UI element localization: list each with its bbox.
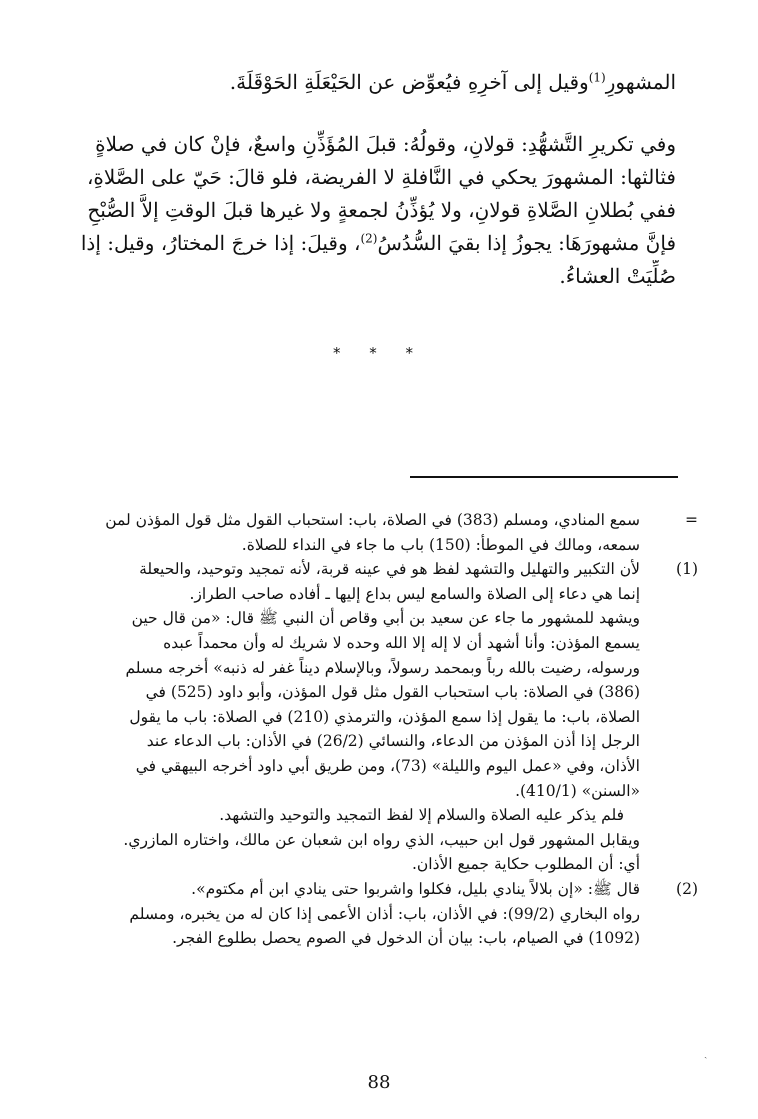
footnote-line: رواه البخاري (99/2): في الأذان، باب: أذان الأعمى إذا كان له من يخبره، ومسلم [129, 904, 640, 923]
footnote-continued-marker: = [685, 511, 698, 529]
footnote-ref-2[interactable]: (2) [360, 231, 378, 246]
footnote-line: «السنن» (410/1). [515, 781, 640, 800]
page-number: 88 [367, 1072, 391, 1093]
footnotes [58, 508, 698, 951]
main-line: صُلِّيَتْ العشاءُ. [559, 264, 676, 288]
footnote-line: سمع المنادي، ومسلم (383) في الصلاة، باب: استحباب القول مثل قول المؤذن لمن [105, 511, 640, 529]
footnote-1 [58, 557, 698, 877]
section-separator: * * * [332, 344, 426, 362]
footnote-line: لأن التكبير والتهليل والتشهد لفظ هو في عينه قربة، لأنه تمجيد وتوحيد، والحيعلة [139, 560, 640, 579]
footnote-line: الأذان، وفي «عمل اليوم والليلة» (73)، ومن طريق أبي داود أخرجه البيهقي في [135, 756, 640, 775]
footnote-line: ويقابل المشهور قول ابن حبيب، الذي رواه ابن شعبان عن مالك، واختاره المازري. [123, 830, 640, 849]
main-text: ، وقيلَ: إذا خرجَ المختارُ، وقيل: إذا [80, 231, 361, 255]
footnote-line: ورسوله، رضيت بالله رباً وبمحمد رسولاً، وبالإسلام ديناً غفر له ذنبه» أخرجه مسلم [125, 658, 640, 677]
footnote-divider [410, 476, 678, 478]
main-text-paragraph-1 [76, 66, 676, 99]
footnote-line: الرجل إذا أذن المؤذن من الدعاء، والنسائي (26/2) في الأذان: باب الدعاء عند [146, 732, 640, 751]
footnote-continued [58, 508, 698, 557]
main-text: فإنَّ مشهورَهَا: يجوزُ إذا بقيَ السُّدُسُ [377, 231, 676, 255]
main-line: ففي بُطلانِ الصَّلاةِ قولانِ، ولا يُؤذِّنُ لجمعةٍ ولا غيرها قبلَ الوقتِ إلاَّ الصُّبْحِ [87, 198, 676, 222]
footnote-2-marker[interactable]: (2) [676, 879, 698, 898]
footnote-2 [58, 877, 698, 951]
main-line [76, 66, 676, 99]
footnote-line: ويشهد للمشهور ما جاء عن سعيد بن أبي وقاص أن النبي ﷺ قال: «من قال حين [131, 609, 640, 628]
footnote-line: أي: أن المطلوب حكاية جميع الأذان. [411, 855, 640, 874]
footnote-line: فلم يذكر عليه الصلاة والسلام إلا لفظ التمجيد والتوحيد والتشهد. [219, 806, 624, 825]
scan-mark: ˏ [704, 1048, 708, 1059]
main-line: فثالثها: المشهورَ يحكي في النَّافلةِ لا الفريضة، فلو قالَ: حَيّ على الصَّلاةِ، [86, 165, 676, 189]
main-text-paragraph-2 [76, 128, 676, 293]
footnote-line: الصلاة، باب: ما يقول إذا سمع المؤذن، والترمذي (210) في الصلاة: باب ما يقول [129, 707, 640, 726]
footnote-1-marker[interactable]: (1) [676, 560, 698, 579]
main-line: وفي تكريرِ التَّشهُّدِ: قولانِ، وقولُهُ: قبلَ المُؤَذِّنِ واسعٌ، فإنْ كان في صلاةٍ [95, 132, 676, 156]
footnote-line: سمعه، ومالك في الموطأ: (150) باب ما جاء في النداء للصلاة. [241, 535, 640, 554]
footnote-line: قال ﷺ: «إن بلالاً ينادي بليل، فكلوا واشربوا حتى ينادي ابن أم مكتوم». [191, 879, 640, 898]
footnote-line: يسمع المؤذن: وأنا أشهد أن لا إله إلا الله وحده لا شريك له وأن محمداً عبده [163, 633, 640, 652]
footnote-line: (1092) في الصيام، باب: بيان أن الدخول في الصوم يحصل بطلوع الفجر. [172, 929, 640, 948]
main-text: المشهورِ [605, 70, 676, 94]
main-text: وقيل إلى آخرِهِ فيُعوِّض عن الحَيْعَلَةِ الحَوْقَلَةَ. [229, 70, 589, 94]
main-line [76, 227, 676, 260]
footnote-ref-1[interactable]: (1) [588, 70, 606, 85]
footnote-line: إنما هي دعاء إلى الصلاة والسامع ليس بداع إليها ـ أفاده صاحب الطراز. [189, 584, 640, 603]
footnote-line: (386) في الصلاة: باب استحباب القول مثل قول المؤذن، وأبو داود (525) في [145, 683, 640, 702]
